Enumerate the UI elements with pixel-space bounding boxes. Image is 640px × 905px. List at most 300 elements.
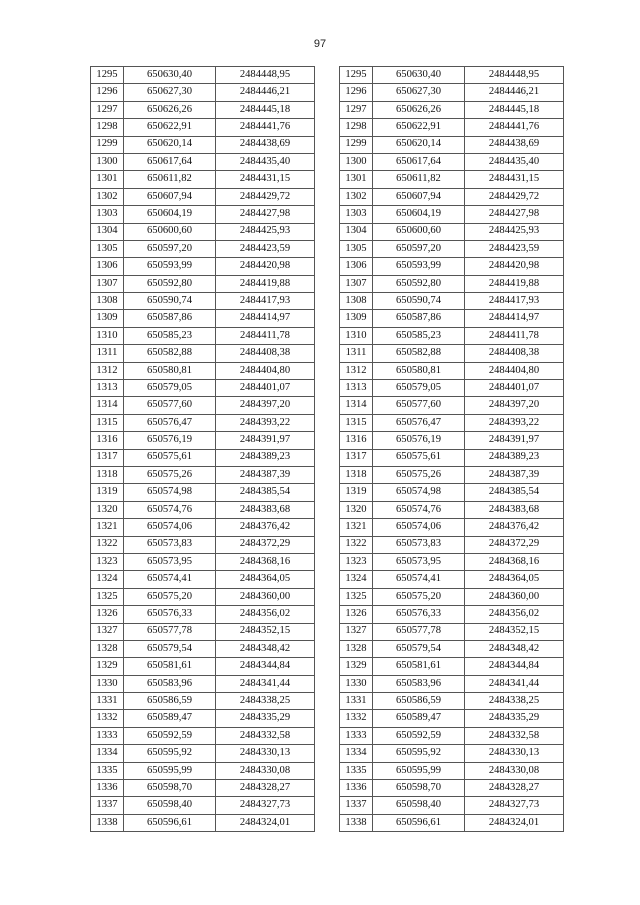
x-coordinate-cell: 650592,80 <box>373 275 465 292</box>
point-number-cell: 1331 <box>340 693 373 710</box>
x-coordinate-cell: 650593,99 <box>124 258 216 275</box>
point-number-cell: 1338 <box>91 814 124 831</box>
x-coordinate-cell: 650585,23 <box>373 327 465 344</box>
x-coordinate-cell: 650583,96 <box>124 675 216 692</box>
y-coordinate-cell: 2484360,00 <box>465 588 564 605</box>
y-coordinate-cell: 2484383,68 <box>216 501 315 518</box>
point-number-cell: 1303 <box>91 206 124 223</box>
y-coordinate-cell: 2484332,58 <box>216 727 315 744</box>
x-coordinate-cell: 650598,70 <box>124 780 216 797</box>
x-coordinate-cell: 650617,64 <box>373 153 465 170</box>
x-coordinate-cell: 650600,60 <box>373 223 465 240</box>
table-row <box>91 588 315 605</box>
point-number-cell: 1319 <box>340 484 373 501</box>
table-row <box>91 606 315 623</box>
x-coordinate-cell: 650587,86 <box>373 310 465 327</box>
x-coordinate-cell: 650575,26 <box>124 466 216 483</box>
table-row <box>340 484 564 501</box>
x-coordinate-cell: 650604,19 <box>124 206 216 223</box>
y-coordinate-cell: 2484324,01 <box>465 814 564 831</box>
table-row <box>340 623 564 640</box>
x-coordinate-cell: 650574,41 <box>124 571 216 588</box>
table-row <box>91 153 315 170</box>
table-row <box>91 658 315 675</box>
x-coordinate-cell: 650611,82 <box>124 171 216 188</box>
point-number-cell: 1298 <box>340 119 373 136</box>
point-number-cell: 1323 <box>91 553 124 570</box>
table-row <box>91 327 315 344</box>
x-coordinate-cell: 650595,99 <box>124 762 216 779</box>
page-number: 97 <box>313 38 327 50</box>
x-coordinate-cell: 650622,91 <box>124 119 216 136</box>
y-coordinate-cell: 2484356,02 <box>465 606 564 623</box>
x-coordinate-cell: 650580,81 <box>373 362 465 379</box>
y-coordinate-cell: 2484445,18 <box>216 101 315 118</box>
table-row <box>91 101 315 118</box>
coordinates-table-right-body <box>340 67 564 832</box>
x-coordinate-cell: 650577,60 <box>373 397 465 414</box>
y-coordinate-cell: 2484414,97 <box>465 310 564 327</box>
point-number-cell: 1305 <box>340 240 373 257</box>
y-coordinate-cell: 2484389,23 <box>216 449 315 466</box>
table-row <box>91 762 315 779</box>
table-row <box>340 710 564 727</box>
point-number-cell: 1304 <box>91 223 124 240</box>
x-coordinate-cell: 650574,76 <box>124 501 216 518</box>
y-coordinate-cell: 2484324,01 <box>216 814 315 831</box>
y-coordinate-cell: 2484404,80 <box>465 362 564 379</box>
x-coordinate-cell: 650574,06 <box>373 519 465 536</box>
table-row <box>340 797 564 814</box>
table-row <box>91 206 315 223</box>
y-coordinate-cell: 2484397,20 <box>465 397 564 414</box>
table-row <box>91 275 315 292</box>
y-coordinate-cell: 2484389,23 <box>465 449 564 466</box>
table-row <box>340 119 564 136</box>
y-coordinate-cell: 2484330,13 <box>465 745 564 762</box>
table-row <box>340 571 564 588</box>
point-number-cell: 1314 <box>340 397 373 414</box>
x-coordinate-cell: 650620,14 <box>124 136 216 153</box>
y-coordinate-cell: 2484435,40 <box>465 153 564 170</box>
x-coordinate-cell: 650617,64 <box>124 153 216 170</box>
x-coordinate-cell: 650592,80 <box>124 275 216 292</box>
table-row <box>91 797 315 814</box>
point-number-cell: 1335 <box>340 762 373 779</box>
table-row <box>91 640 315 657</box>
y-coordinate-cell: 2484391,97 <box>216 432 315 449</box>
x-coordinate-cell: 650574,76 <box>373 501 465 518</box>
table-row <box>91 345 315 362</box>
y-coordinate-cell: 2484429,72 <box>465 188 564 205</box>
point-number-cell: 1332 <box>91 710 124 727</box>
table-row <box>340 745 564 762</box>
y-coordinate-cell: 2484446,21 <box>216 84 315 101</box>
x-coordinate-cell: 650576,47 <box>373 414 465 431</box>
point-number-cell: 1307 <box>340 275 373 292</box>
point-number-cell: 1334 <box>340 745 373 762</box>
y-coordinate-cell: 2484327,73 <box>216 797 315 814</box>
point-number-cell: 1331 <box>91 693 124 710</box>
y-coordinate-cell: 2484341,44 <box>465 675 564 692</box>
table-row <box>91 432 315 449</box>
y-coordinate-cell: 2484420,98 <box>465 258 564 275</box>
table-row <box>340 727 564 744</box>
point-number-cell: 1325 <box>91 588 124 605</box>
table-row <box>340 693 564 710</box>
point-number-cell: 1323 <box>340 553 373 570</box>
y-coordinate-cell: 2484372,29 <box>465 536 564 553</box>
point-number-cell: 1296 <box>91 84 124 101</box>
table-row <box>340 780 564 797</box>
point-number-cell: 1326 <box>340 606 373 623</box>
x-coordinate-cell: 650576,33 <box>124 606 216 623</box>
y-coordinate-cell: 2484391,97 <box>465 432 564 449</box>
table-row <box>91 536 315 553</box>
y-coordinate-cell: 2484423,59 <box>216 240 315 257</box>
x-coordinate-cell: 650596,61 <box>124 814 216 831</box>
x-coordinate-cell: 650630,40 <box>373 67 465 84</box>
point-number-cell: 1308 <box>340 293 373 310</box>
point-number-cell: 1302 <box>91 188 124 205</box>
table-row <box>340 136 564 153</box>
table-row <box>340 153 564 170</box>
point-number-cell: 1318 <box>340 466 373 483</box>
point-number-cell: 1306 <box>340 258 373 275</box>
table-row <box>91 501 315 518</box>
table-row <box>340 675 564 692</box>
y-coordinate-cell: 2484414,97 <box>216 310 315 327</box>
table-row <box>91 780 315 797</box>
x-coordinate-cell: 650573,95 <box>124 553 216 570</box>
point-number-cell: 1312 <box>340 362 373 379</box>
x-coordinate-cell: 650590,74 <box>124 293 216 310</box>
x-coordinate-cell: 650576,19 <box>124 432 216 449</box>
x-coordinate-cell: 650575,61 <box>373 449 465 466</box>
point-number-cell: 1325 <box>340 588 373 605</box>
point-number-cell: 1309 <box>340 310 373 327</box>
table-row <box>340 345 564 362</box>
point-number-cell: 1313 <box>91 380 124 397</box>
y-coordinate-cell: 2484438,69 <box>465 136 564 153</box>
point-number-cell: 1327 <box>340 623 373 640</box>
point-number-cell: 1337 <box>91 797 124 814</box>
point-number-cell: 1334 <box>91 745 124 762</box>
y-coordinate-cell: 2484408,38 <box>465 345 564 362</box>
x-coordinate-cell: 650576,33 <box>373 606 465 623</box>
x-coordinate-cell: 650589,47 <box>373 710 465 727</box>
point-number-cell: 1313 <box>340 380 373 397</box>
x-coordinate-cell: 650590,74 <box>373 293 465 310</box>
x-coordinate-cell: 650604,19 <box>373 206 465 223</box>
x-coordinate-cell: 650622,91 <box>373 119 465 136</box>
y-coordinate-cell: 2484328,27 <box>465 780 564 797</box>
x-coordinate-cell: 650575,20 <box>373 588 465 605</box>
table-row <box>91 171 315 188</box>
point-number-cell: 1333 <box>340 727 373 744</box>
point-number-cell: 1297 <box>340 101 373 118</box>
y-coordinate-cell: 2484344,84 <box>465 658 564 675</box>
y-coordinate-cell: 2484401,07 <box>465 380 564 397</box>
table-row <box>340 658 564 675</box>
point-number-cell: 1335 <box>91 762 124 779</box>
point-number-cell: 1320 <box>91 501 124 518</box>
x-coordinate-cell: 650598,40 <box>124 797 216 814</box>
table-row <box>91 623 315 640</box>
y-coordinate-cell: 2484352,15 <box>216 623 315 640</box>
table-row <box>340 762 564 779</box>
table-row <box>91 397 315 414</box>
x-coordinate-cell: 650579,05 <box>373 380 465 397</box>
point-number-cell: 1329 <box>340 658 373 675</box>
table-row <box>91 710 315 727</box>
x-coordinate-cell: 650580,81 <box>124 362 216 379</box>
point-number-cell: 1296 <box>340 84 373 101</box>
x-coordinate-cell: 650575,26 <box>373 466 465 483</box>
table-row <box>340 101 564 118</box>
x-coordinate-cell: 650582,88 <box>124 345 216 362</box>
point-number-cell: 1308 <box>91 293 124 310</box>
table-row <box>340 380 564 397</box>
x-coordinate-cell: 650589,47 <box>124 710 216 727</box>
point-number-cell: 1314 <box>91 397 124 414</box>
y-coordinate-cell: 2484411,78 <box>465 327 564 344</box>
y-coordinate-cell: 2484425,93 <box>465 223 564 240</box>
x-coordinate-cell: 650577,60 <box>124 397 216 414</box>
point-number-cell: 1301 <box>340 171 373 188</box>
table-row <box>340 258 564 275</box>
x-coordinate-cell: 650586,59 <box>373 693 465 710</box>
table-row <box>340 536 564 553</box>
x-coordinate-cell: 650577,78 <box>124 623 216 640</box>
point-number-cell: 1328 <box>91 640 124 657</box>
x-coordinate-cell: 650574,98 <box>124 484 216 501</box>
y-coordinate-cell: 2484372,29 <box>216 536 315 553</box>
table-row <box>91 310 315 327</box>
x-coordinate-cell: 650575,20 <box>124 588 216 605</box>
table-row <box>340 84 564 101</box>
table-row <box>91 484 315 501</box>
x-coordinate-cell: 650574,06 <box>124 519 216 536</box>
y-coordinate-cell: 2484445,18 <box>465 101 564 118</box>
table-row <box>91 119 315 136</box>
point-number-cell: 1321 <box>340 519 373 536</box>
point-number-cell: 1304 <box>340 223 373 240</box>
y-coordinate-cell: 2484448,95 <box>216 67 315 84</box>
table-row <box>340 67 564 84</box>
y-coordinate-cell: 2484328,27 <box>216 780 315 797</box>
point-number-cell: 1320 <box>340 501 373 518</box>
y-coordinate-cell: 2484423,59 <box>465 240 564 257</box>
y-coordinate-cell: 2484431,15 <box>216 171 315 188</box>
table-row <box>91 293 315 310</box>
table-row <box>340 519 564 536</box>
x-coordinate-cell: 650597,20 <box>124 240 216 257</box>
x-coordinate-cell: 650595,99 <box>373 762 465 779</box>
point-number-cell: 1330 <box>91 675 124 692</box>
x-coordinate-cell: 650575,61 <box>124 449 216 466</box>
point-number-cell: 1310 <box>91 327 124 344</box>
point-number-cell: 1297 <box>91 101 124 118</box>
y-coordinate-cell: 2484427,98 <box>465 206 564 223</box>
x-coordinate-cell: 650597,20 <box>373 240 465 257</box>
y-coordinate-cell: 2484438,69 <box>216 136 315 153</box>
y-coordinate-cell: 2484330,13 <box>216 745 315 762</box>
point-number-cell: 1300 <box>91 153 124 170</box>
point-number-cell: 1333 <box>91 727 124 744</box>
table-row <box>340 466 564 483</box>
coordinates-table-left <box>90 66 315 832</box>
x-coordinate-cell: 650592,59 <box>124 727 216 744</box>
table-row <box>340 588 564 605</box>
table-row <box>91 693 315 710</box>
point-number-cell: 1328 <box>340 640 373 657</box>
x-coordinate-cell: 650598,40 <box>373 797 465 814</box>
point-number-cell: 1311 <box>340 345 373 362</box>
table-row <box>91 136 315 153</box>
x-coordinate-cell: 650579,05 <box>124 380 216 397</box>
x-coordinate-cell: 650627,30 <box>373 84 465 101</box>
y-coordinate-cell: 2484348,42 <box>216 640 315 657</box>
point-number-cell: 1324 <box>340 571 373 588</box>
y-coordinate-cell: 2484420,98 <box>216 258 315 275</box>
point-number-cell: 1315 <box>340 414 373 431</box>
point-number-cell: 1318 <box>91 466 124 483</box>
y-coordinate-cell: 2484429,72 <box>216 188 315 205</box>
table-row <box>340 414 564 431</box>
table-row <box>340 223 564 240</box>
x-coordinate-cell: 650607,94 <box>124 188 216 205</box>
x-coordinate-cell: 650576,19 <box>373 432 465 449</box>
y-coordinate-cell: 2484364,05 <box>216 571 315 588</box>
table-row <box>340 275 564 292</box>
point-number-cell: 1298 <box>91 119 124 136</box>
x-coordinate-cell: 650593,99 <box>373 258 465 275</box>
x-coordinate-cell: 650598,70 <box>373 780 465 797</box>
table-row <box>91 362 315 379</box>
y-coordinate-cell: 2484338,25 <box>216 693 315 710</box>
table-row <box>91 240 315 257</box>
x-coordinate-cell: 650579,54 <box>373 640 465 657</box>
table-row <box>91 223 315 240</box>
x-coordinate-cell: 650596,61 <box>373 814 465 831</box>
x-coordinate-cell: 650573,95 <box>373 553 465 570</box>
table-row <box>91 519 315 536</box>
y-coordinate-cell: 2484393,22 <box>465 414 564 431</box>
table-row <box>340 449 564 466</box>
y-coordinate-cell: 2484435,40 <box>216 153 315 170</box>
point-number-cell: 1295 <box>340 67 373 84</box>
coordinates-table-right <box>339 66 564 832</box>
point-number-cell: 1303 <box>340 206 373 223</box>
y-coordinate-cell: 2484417,93 <box>465 293 564 310</box>
y-coordinate-cell: 2484330,08 <box>465 762 564 779</box>
y-coordinate-cell: 2484419,88 <box>465 275 564 292</box>
y-coordinate-cell: 2484385,54 <box>216 484 315 501</box>
table-row <box>340 240 564 257</box>
y-coordinate-cell: 2484335,29 <box>216 710 315 727</box>
y-coordinate-cell: 2484441,76 <box>465 119 564 136</box>
y-coordinate-cell: 2484364,05 <box>465 571 564 588</box>
y-coordinate-cell: 2484411,78 <box>216 327 315 344</box>
y-coordinate-cell: 2484338,25 <box>465 693 564 710</box>
table-row <box>340 640 564 657</box>
x-coordinate-cell: 650611,82 <box>373 171 465 188</box>
y-coordinate-cell: 2484344,84 <box>216 658 315 675</box>
x-coordinate-cell: 650587,86 <box>124 310 216 327</box>
y-coordinate-cell: 2484383,68 <box>465 501 564 518</box>
x-coordinate-cell: 650626,26 <box>124 101 216 118</box>
point-number-cell: 1326 <box>91 606 124 623</box>
coordinates-table-left-body <box>91 67 315 832</box>
table-row <box>340 397 564 414</box>
point-number-cell: 1336 <box>340 780 373 797</box>
y-coordinate-cell: 2484387,39 <box>465 466 564 483</box>
table-row <box>91 745 315 762</box>
y-coordinate-cell: 2484431,15 <box>465 171 564 188</box>
y-coordinate-cell: 2484446,21 <box>465 84 564 101</box>
y-coordinate-cell: 2484327,73 <box>465 797 564 814</box>
point-number-cell: 1321 <box>91 519 124 536</box>
table-row <box>340 553 564 570</box>
table-row <box>91 67 315 84</box>
point-number-cell: 1319 <box>91 484 124 501</box>
point-number-cell: 1299 <box>340 136 373 153</box>
point-number-cell: 1330 <box>340 675 373 692</box>
x-coordinate-cell: 650582,88 <box>373 345 465 362</box>
y-coordinate-cell: 2484387,39 <box>216 466 315 483</box>
table-row <box>340 327 564 344</box>
y-coordinate-cell: 2484448,95 <box>465 67 564 84</box>
table-row <box>340 606 564 623</box>
table-row <box>340 171 564 188</box>
point-number-cell: 1299 <box>91 136 124 153</box>
point-number-cell: 1307 <box>91 275 124 292</box>
y-coordinate-cell: 2484425,93 <box>216 223 315 240</box>
x-coordinate-cell: 650592,59 <box>373 727 465 744</box>
table-row <box>91 258 315 275</box>
point-number-cell: 1310 <box>340 327 373 344</box>
point-number-cell: 1306 <box>91 258 124 275</box>
table-row <box>340 501 564 518</box>
x-coordinate-cell: 650574,41 <box>373 571 465 588</box>
point-number-cell: 1301 <box>91 171 124 188</box>
point-number-cell: 1324 <box>91 571 124 588</box>
point-number-cell: 1311 <box>91 345 124 362</box>
table-row <box>91 466 315 483</box>
x-coordinate-cell: 650607,94 <box>373 188 465 205</box>
table-row <box>340 814 564 831</box>
y-coordinate-cell: 2484417,93 <box>216 293 315 310</box>
y-coordinate-cell: 2484368,16 <box>216 553 315 570</box>
point-number-cell: 1327 <box>91 623 124 640</box>
table-row <box>91 414 315 431</box>
x-coordinate-cell: 650583,96 <box>373 675 465 692</box>
y-coordinate-cell: 2484368,16 <box>465 553 564 570</box>
point-number-cell: 1322 <box>340 536 373 553</box>
point-number-cell: 1316 <box>91 432 124 449</box>
y-coordinate-cell: 2484376,42 <box>216 519 315 536</box>
table-row <box>91 380 315 397</box>
point-number-cell: 1317 <box>91 449 124 466</box>
y-coordinate-cell: 2484404,80 <box>216 362 315 379</box>
x-coordinate-cell: 650630,40 <box>124 67 216 84</box>
table-row <box>91 449 315 466</box>
point-number-cell: 1329 <box>91 658 124 675</box>
point-number-cell: 1337 <box>340 797 373 814</box>
y-coordinate-cell: 2484441,76 <box>216 119 315 136</box>
y-coordinate-cell: 2484376,42 <box>465 519 564 536</box>
